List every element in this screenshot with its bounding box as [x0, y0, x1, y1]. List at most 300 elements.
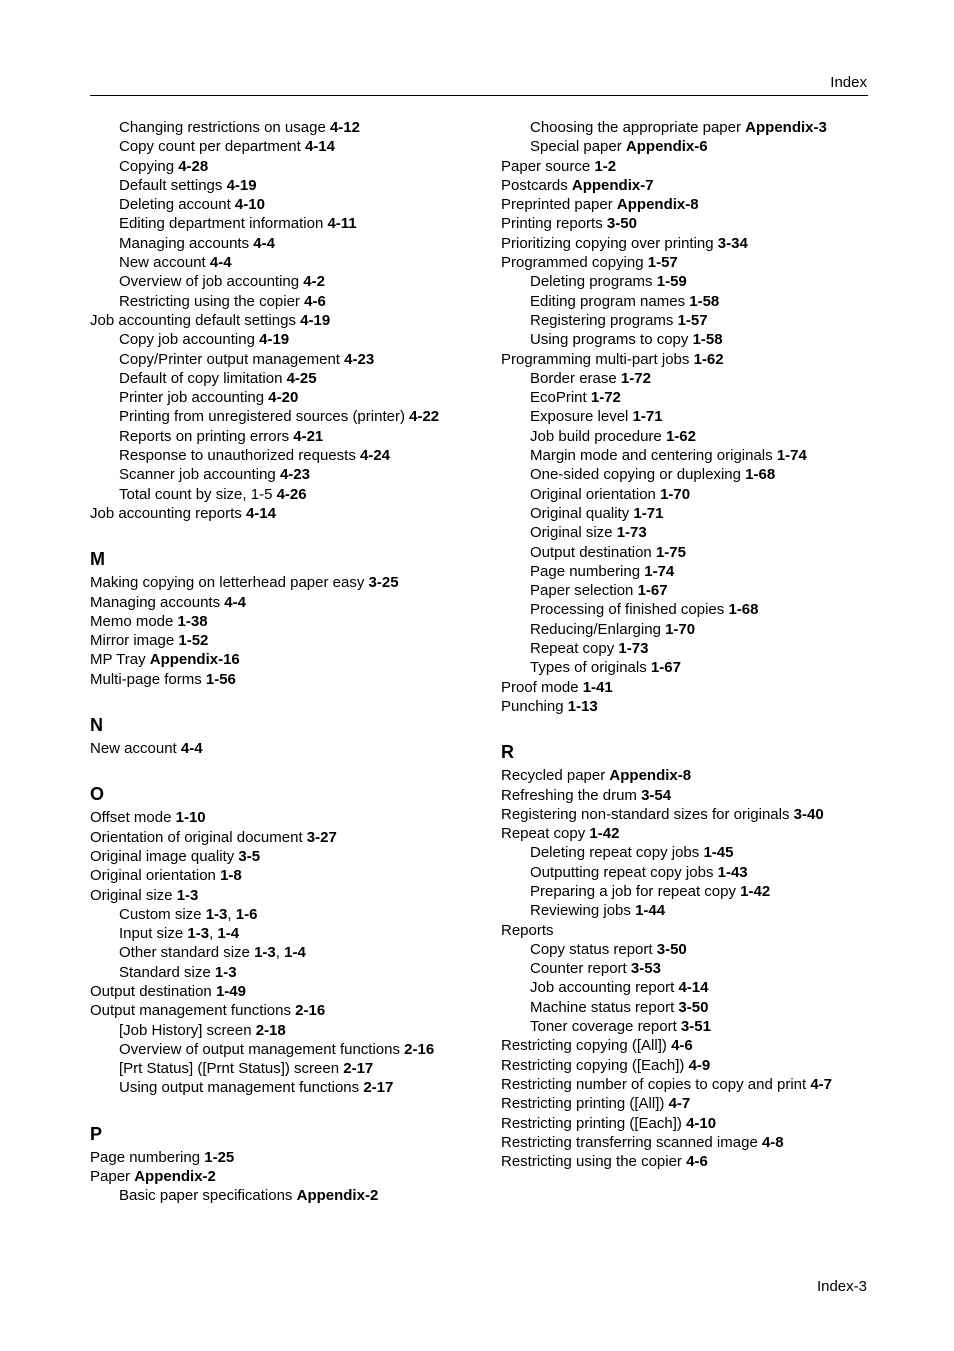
page-reference: 4-4	[253, 234, 275, 252]
index-entry	[90, 982, 490, 1001]
index-subentry	[501, 292, 871, 311]
index-entry	[501, 1133, 871, 1152]
index-subentry	[90, 369, 490, 388]
index-subentry	[501, 388, 871, 407]
entry-term: Deleting account	[119, 196, 231, 214]
page-reference: 4-20	[268, 389, 299, 407]
entry-term: [Job History] screen	[119, 1021, 252, 1039]
entry-term: Repeat copy	[501, 825, 586, 843]
index-subentry	[90, 137, 490, 156]
index-entry	[501, 1114, 871, 1133]
index-entry	[501, 176, 871, 195]
page-reference: 1-3	[254, 944, 276, 962]
page-reference: 3-50	[678, 998, 709, 1016]
entry-term: One-sided copying or duplexing	[530, 466, 741, 484]
entry-term: MP Tray	[90, 651, 146, 669]
index-subentry	[90, 253, 490, 272]
entry-term: Input size	[119, 925, 184, 943]
index-subentry	[90, 330, 490, 349]
page-reference: 1-58	[692, 331, 723, 349]
page-reference: 4-21	[293, 427, 324, 445]
index-subentry	[501, 843, 871, 862]
index-subentry	[501, 959, 871, 978]
page-reference: 4-4	[209, 254, 232, 272]
index-subentry	[501, 581, 871, 600]
entry-term: Output destination	[530, 543, 652, 561]
page-reference: 1-68	[745, 466, 776, 484]
page-reference: 1-3	[214, 963, 237, 981]
index-subentry	[501, 562, 871, 581]
entry-term: Job build procedure	[530, 427, 662, 445]
page-reference: 1-74	[776, 447, 807, 465]
entry-term: Registering non-standard sizes for originals	[501, 805, 790, 823]
page-reference: 2-18	[255, 1021, 286, 1039]
index-subentry	[501, 118, 871, 137]
page-reference: 4-2	[303, 273, 325, 291]
entry-term: Choosing the appropriate paper	[530, 119, 741, 136]
index-entry	[501, 157, 871, 176]
page-reference: 1-6	[235, 905, 258, 923]
page-reference: 1-25	[204, 1148, 235, 1166]
entry-term: Postcards	[501, 176, 568, 194]
index-subentry	[90, 157, 490, 176]
entry-term: Making copying on letterhead paper easy	[90, 574, 365, 592]
entry-term: Refreshing the drum	[501, 786, 637, 804]
entry-term: Copy status report	[530, 940, 653, 958]
page-reference: 1-72	[590, 389, 621, 407]
entry-term: Outputting repeat copy jobs	[530, 863, 714, 881]
index-subentry	[501, 311, 871, 330]
entry-term: Editing department information	[119, 215, 324, 233]
entry-term: Reports	[501, 921, 554, 939]
page-reference: 1-56	[205, 670, 236, 688]
entry-term: Page numbering	[90, 1148, 201, 1166]
index-entry	[501, 1075, 871, 1094]
page-reference: 4-6	[671, 1037, 693, 1055]
entry-term: Reports on printing errors	[119, 427, 290, 445]
index-subentry	[501, 369, 871, 388]
entry-term: Copy count per department	[119, 138, 301, 156]
entry-term: Custom size	[119, 905, 202, 923]
entry-term: New account	[119, 254, 206, 272]
page-reference: 3-54	[641, 786, 672, 804]
page-reference: Appendix-2	[134, 1168, 216, 1186]
index-entry	[90, 866, 490, 885]
index-subentry	[90, 234, 490, 253]
entry-term: Punching	[501, 697, 564, 715]
index-subentry	[90, 963, 490, 982]
entry-term: Copy/Printer output management	[119, 350, 340, 368]
page-reference: 3-34	[717, 234, 748, 252]
page-reference: 4-8	[761, 1133, 784, 1151]
index-subentry	[90, 292, 490, 311]
page-reference: 1-45	[703, 844, 734, 862]
index-entry	[90, 1001, 490, 1020]
page-reference: Appendix-7	[571, 176, 654, 194]
page-reference: 1-42	[589, 825, 620, 843]
page-reference: 1-41	[582, 678, 613, 696]
index-subentry	[90, 1078, 490, 1097]
index-subentry	[90, 427, 490, 446]
index-entry	[501, 234, 871, 253]
entry-term: Mirror image	[90, 632, 175, 650]
entry-term: Repeat copy	[530, 640, 615, 658]
entry-term: Deleting programs	[530, 273, 653, 291]
section-letter: M	[90, 549, 105, 570]
page-reference: 1-3	[176, 886, 199, 904]
index-subentry	[501, 863, 871, 882]
page-reference: 1-73	[618, 640, 649, 658]
page-reference: 1-70	[665, 620, 696, 638]
page-reference: 2-17	[343, 1060, 374, 1078]
index-entry	[90, 650, 490, 669]
page-reference: Appendix-8	[609, 767, 692, 785]
entry-term: Paper	[90, 1168, 131, 1186]
page-reference: 1-43	[717, 863, 748, 881]
page-reference: Appendix-6	[625, 138, 708, 156]
entry-term: Proof mode	[501, 678, 579, 696]
index-entry	[501, 697, 871, 716]
entry-term: Toner coverage report	[530, 1018, 677, 1036]
page-reference: 3-5	[238, 847, 261, 865]
entry-term: Deleting repeat copy jobs	[530, 844, 700, 862]
index-entry	[501, 678, 871, 697]
page-reference: 4-14	[304, 138, 335, 156]
entry-term: Restricting number of copies to copy and print	[501, 1075, 807, 1093]
index-entry	[90, 311, 490, 330]
index-subentry	[501, 504, 871, 523]
entry-term: Basic paper specifications	[119, 1187, 293, 1205]
index-entry	[501, 214, 871, 233]
entry-term: Restricting using the copier	[501, 1153, 682, 1171]
index-subentry: Other standard size 1-3, 1-4	[119, 944, 306, 962]
page-reference: 1-74	[644, 562, 675, 580]
index-subentry	[501, 940, 871, 959]
page-reference: 4-10	[234, 196, 265, 214]
entry-term: Other standard size	[119, 944, 250, 962]
index-subentry	[501, 543, 871, 562]
entry-term: Printer job accounting	[119, 389, 265, 407]
page-reference: 4-26	[276, 485, 307, 503]
entry-term: Machine status report	[530, 998, 675, 1016]
entry-term: Managing accounts	[119, 234, 250, 252]
index-entry	[90, 612, 490, 631]
entry-term: Restricting transferring scanned image	[501, 1133, 758, 1151]
page-reference: 4-10	[686, 1114, 717, 1132]
index-entry	[501, 350, 871, 369]
entry-term: Offset mode	[90, 809, 172, 827]
page-reference: 1-75	[655, 543, 686, 561]
entry-term: Response to unauthorized requests	[119, 447, 356, 465]
entry-term: Job accounting report	[530, 979, 675, 997]
index-subentry	[501, 523, 871, 542]
index-entry	[90, 631, 490, 650]
index-subentry	[90, 1186, 490, 1205]
entry-term: Printing reports	[501, 215, 603, 233]
page-reference: 1-3	[187, 925, 210, 943]
index-column-right	[501, 118, 871, 1171]
page-reference: 4-6	[686, 1153, 708, 1171]
page-reference: 3-27	[306, 828, 337, 846]
page-reference: 4-19	[226, 176, 257, 194]
entry-term: Reviewing jobs	[530, 902, 631, 920]
page-reference: 1-57	[677, 311, 708, 329]
entry-term: Using programs to copy	[530, 331, 689, 349]
entry-term: Original orientation	[530, 485, 656, 503]
entry-term: Exposure level	[530, 408, 629, 426]
index-subentry	[90, 446, 490, 465]
index-entry	[90, 886, 490, 905]
index-subentry	[501, 882, 871, 901]
page-reference: 2-17	[363, 1079, 394, 1097]
page-reference: 4-11	[327, 215, 357, 233]
index-entry	[501, 1036, 871, 1055]
index-subentry	[501, 465, 871, 484]
page-number: Index-3	[816, 1278, 867, 1295]
entry-term: Paper selection	[530, 582, 634, 600]
index-subentry	[90, 272, 490, 291]
page-reference: 1-71	[632, 408, 663, 426]
page-reference: 1-59	[656, 273, 687, 291]
entry-term: Counter report	[530, 960, 627, 978]
index-subentry	[90, 1021, 490, 1040]
index-entry	[501, 1152, 871, 1171]
index-entry	[501, 1056, 871, 1075]
entry-term: Restricting using the copier	[119, 292, 300, 310]
entry-term: Output destination	[90, 982, 212, 1000]
index-subentry	[90, 485, 490, 504]
index-entry	[501, 805, 871, 824]
index-subentry	[90, 465, 490, 484]
entry-term: Original image quality	[90, 847, 235, 865]
index-subentry	[90, 1040, 490, 1059]
page-reference: 1-38	[177, 612, 208, 630]
index-entry	[501, 253, 871, 272]
header-rule	[90, 95, 868, 96]
page-reference: 1-10	[175, 809, 206, 827]
index-entry	[501, 1094, 871, 1113]
section-letter: P	[90, 1123, 103, 1144]
entry-term: Preparing a job for repeat copy	[530, 882, 736, 900]
page-reference: 1-4	[217, 925, 240, 943]
index-subentry	[90, 1059, 490, 1078]
index-entry	[90, 573, 490, 592]
page-reference: 3-53	[630, 960, 661, 978]
index-entry	[501, 786, 871, 805]
page-reference: 3-50	[606, 215, 637, 233]
entry-term: EcoPrint	[530, 389, 587, 407]
page-reference: 4-24	[360, 447, 391, 465]
page-reference: 4-22	[409, 408, 440, 426]
entry-term: Restricting printing ([Each])	[501, 1114, 682, 1132]
page-reference: 1-3	[205, 905, 228, 923]
index-subentry	[90, 176, 490, 195]
page-reference: 3-51	[680, 1018, 711, 1036]
entry-term: Standard size	[119, 963, 211, 981]
index-subentry	[501, 978, 871, 997]
entry-term: Output management functions	[90, 1002, 291, 1020]
entry-term: Overview of output management functions	[119, 1040, 400, 1058]
index-subentry	[501, 427, 871, 446]
page-reference: 1-62	[693, 350, 724, 368]
page-reference: 4-6	[304, 292, 326, 310]
entry-term: Memo mode	[90, 612, 174, 630]
index-subentry	[90, 118, 490, 137]
page-reference: 1-72	[620, 369, 651, 387]
page-reference: 4-19	[259, 331, 290, 349]
entry-term: Processing of finished copies	[530, 601, 725, 619]
index-entry	[90, 504, 490, 523]
page-reference: 4-14	[678, 979, 709, 997]
entry-term: Programmed copying	[501, 254, 644, 272]
entry-term: New account	[90, 740, 177, 758]
index-subentry	[501, 446, 871, 465]
page-reference: 1-70	[660, 485, 691, 503]
entry-term: Printing from unregistered sources (printer)	[119, 408, 405, 426]
entry-term: Using output management functions	[119, 1079, 360, 1097]
entry-term: [Prt Status] ([Prnt Status]) screen	[119, 1060, 340, 1078]
index-subentry	[501, 998, 871, 1017]
entry-term: Copy job accounting	[119, 331, 255, 349]
page-reference: 4-12	[329, 119, 360, 136]
page-reference: 4-25	[286, 369, 317, 387]
page-reference: Appendix-2	[296, 1187, 379, 1205]
index-entry	[90, 1167, 490, 1186]
entry-term: Restricting copying ([All])	[501, 1037, 667, 1055]
entry-term: Default of copy limitation	[119, 369, 283, 387]
index-subentry	[90, 388, 490, 407]
entry-term: Registering programs	[530, 311, 674, 329]
page-reference: 4-9	[688, 1056, 711, 1074]
index-entry	[90, 593, 490, 612]
page-reference: 3-25	[368, 574, 399, 592]
entry-term: Managing accounts	[90, 593, 221, 611]
page-reference: 2-16	[404, 1040, 435, 1058]
page-reference: Appendix-3	[745, 119, 827, 136]
entry-term: Multi-page forms	[90, 670, 202, 688]
page-reference: 1-49	[215, 982, 246, 1000]
page-reference: 4-7	[810, 1075, 833, 1093]
entry-term: Original orientation	[90, 867, 216, 885]
section-letter: N	[90, 715, 103, 736]
entry-term: Prioritizing copying over printing	[501, 234, 714, 252]
page-reference: 4-23	[344, 350, 375, 368]
page-reference: 4-14	[245, 504, 276, 522]
index-entry	[501, 921, 871, 940]
entry-term: Job accounting reports	[90, 504, 242, 522]
page-reference: 1-42	[740, 882, 771, 900]
page-reference: 1-44	[635, 902, 666, 920]
section-letter: R	[501, 742, 514, 763]
entry-term: Changing restrictions on usage	[119, 119, 326, 136]
page-reference: 3-40	[793, 805, 824, 823]
entry-term: Page numbering	[530, 562, 641, 580]
index-entry	[90, 739, 490, 758]
entry-term: Job accounting default settings	[90, 311, 296, 329]
entry-term: Editing program names	[530, 292, 686, 310]
entry-term: Recycled paper	[501, 767, 606, 785]
entry-term: Scanner job accounting	[119, 466, 276, 484]
page-reference: 1-57	[647, 254, 678, 272]
index-subentry	[501, 272, 871, 291]
entry-term: Special paper	[530, 138, 622, 156]
page-reference: Appendix-8	[616, 196, 699, 214]
index-subentry: Custom size 1-3, 1-6	[119, 905, 258, 923]
index-entry	[501, 195, 871, 214]
page-reference: 1-52	[178, 632, 209, 650]
index-subentry	[501, 901, 871, 920]
entry-term: Border erase	[530, 369, 617, 387]
entry-term: Copying	[119, 157, 175, 175]
header-title: Index	[830, 74, 867, 91]
index-entry	[90, 828, 490, 847]
entry-term: Overview of job accounting	[119, 273, 300, 291]
page-reference: 1-58	[689, 292, 720, 310]
entry-term: Restricting printing ([All])	[501, 1095, 665, 1113]
index-subentry	[501, 1017, 871, 1036]
index-subentry	[501, 137, 871, 156]
index-subentry	[501, 407, 871, 426]
index-subentry	[501, 658, 871, 677]
index-subentry	[501, 485, 871, 504]
section-letter: O	[90, 784, 105, 805]
page-reference: 3-50	[656, 940, 687, 958]
entry-term: Original quality	[530, 504, 630, 522]
index-entry	[501, 824, 871, 843]
index-subentry	[501, 600, 871, 619]
entry-term: Reducing/Enlarging	[530, 620, 661, 638]
index-subentry	[90, 214, 490, 233]
entry-term: Total count by size, 1-5	[119, 485, 273, 503]
entry-term: Restricting copying ([Each])	[501, 1056, 685, 1074]
entry-term: Preprinted paper	[501, 196, 613, 214]
page-reference: 4-4	[224, 593, 246, 611]
index-subentry	[501, 639, 871, 658]
page-reference: 4-4	[180, 740, 203, 758]
page-reference: 1-71	[633, 504, 664, 522]
index-subentry: Input size 1-3, 1-4	[119, 925, 240, 943]
index-entry	[501, 766, 871, 785]
entry-term: Programming multi-part jobs	[501, 350, 690, 368]
index-subentry	[90, 350, 490, 369]
index-subentry	[90, 195, 490, 214]
entry-term: Orientation of original document	[90, 828, 303, 846]
page-reference: 4-7	[668, 1095, 691, 1113]
index-entry	[90, 670, 490, 689]
index-entry	[90, 847, 490, 866]
index-entry	[90, 1148, 490, 1167]
page-reference: 1-62	[665, 427, 696, 445]
entry-term: Default settings	[119, 176, 223, 194]
page-reference: 4-19	[300, 311, 331, 329]
page-reference: 1-13	[567, 697, 598, 715]
entry-term: Original size	[90, 886, 173, 904]
index-subentry	[90, 407, 490, 426]
index-subentry	[501, 620, 871, 639]
page-reference: 4-28	[178, 157, 209, 175]
page-reference: 1-67	[650, 659, 681, 677]
page-reference: 4-23	[279, 466, 310, 484]
page-reference: 1-73	[616, 524, 647, 542]
page-reference: 1-4	[284, 944, 306, 962]
page-reference: 1-67	[637, 582, 668, 600]
page-reference: Appendix-16	[149, 651, 240, 669]
entry-term: Original size	[530, 524, 613, 542]
page-reference: 1-8	[220, 867, 242, 885]
page-reference: 1-68	[728, 601, 759, 619]
index-entry	[90, 808, 490, 827]
index-column-left	[90, 118, 490, 1206]
